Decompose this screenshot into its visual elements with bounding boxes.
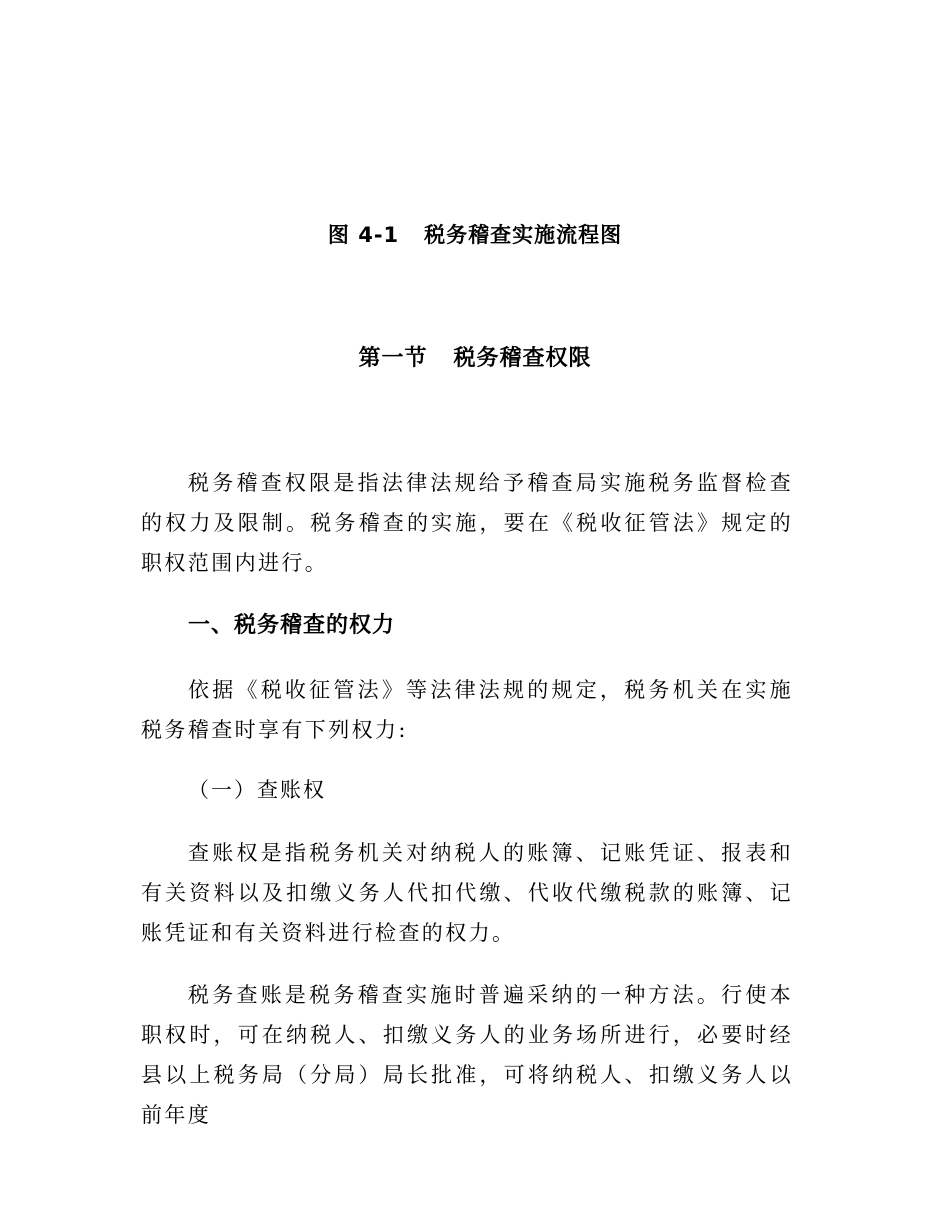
section-title: 第一节 税务稽查权限 (358, 346, 592, 371)
figure-caption: 图 4-1 税务稽查实施流程图 (327, 223, 623, 247)
paragraph-powers-basis: 依据《税收征管法》等法律法规的规定，税务机关在实施税务稽查时享有下列权力: (141, 678, 793, 742)
heading-powers: 一、税务稽查的权力 (188, 613, 396, 638)
paragraph-intro: 税务稽查权限是指法律法规给予稽查局实施税务监督检查的权力及限制。税务稽查的实施，要在《税收征管法》规定的职权范围内进行。 (141, 471, 793, 575)
subheading-audit-right: （一）查账权 (188, 778, 326, 802)
paragraph-audit-right-definition: 查账权是指税务机关对纳税人的账簿、记账凭证、报表和有关资料以及扣缴义务人代扣代缴、代收代缴税款的账簿、记账凭证和有关资料进行检查的权力。 (141, 841, 793, 945)
paragraph-audit-method: 税务查账是税务稽查实施时普遍采纳的一种方法。行使本职权时，可在纳税人、扣缴义务人的业务场所进行，必要时经县以上税务局（分局）局长批准，可将纳税人、扣缴义务人以前年度 (141, 983, 793, 1127)
